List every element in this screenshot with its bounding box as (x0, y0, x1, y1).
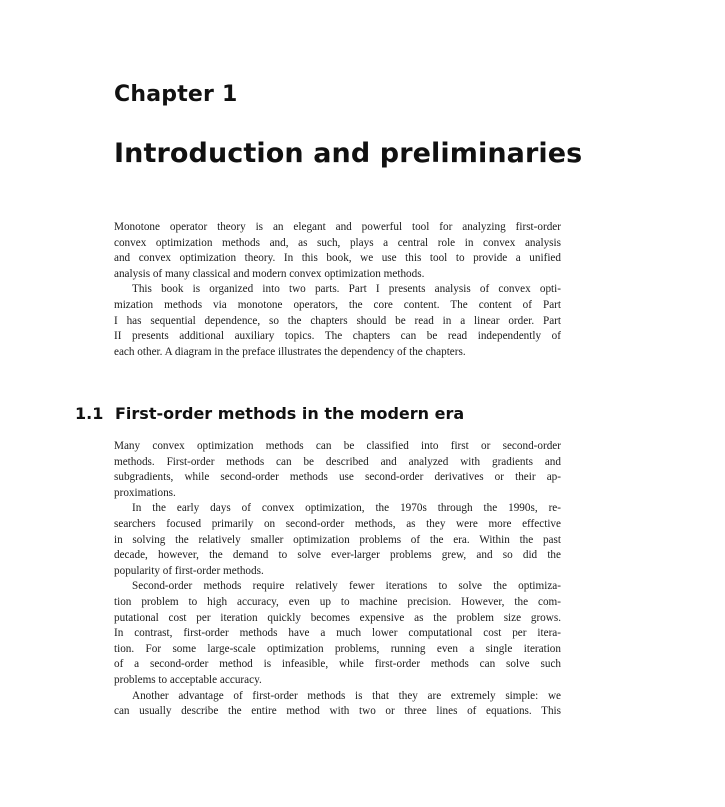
section-paragraphs (114, 439, 561, 720)
text-line: problems to acceptable accuracy. (114, 673, 262, 686)
intro-paragraphs (114, 220, 561, 360)
text-line: tion. For some large-scale optimization problems, running even a single iteration (114, 642, 561, 655)
chapter-label: Chapter 1 (114, 82, 238, 107)
text-line: II presents additional auxiliary topics. The chapters can be read independently of (114, 330, 561, 343)
text-line: Monotone operator theory is an elegant and powerful tool for analyzing first-order (114, 221, 561, 233)
text-line: In the early days of convex optimization, the 1970s through the 1990s, re- (132, 502, 561, 515)
section-number: 1.1 (75, 404, 104, 423)
text-line: decade, however, the demand to solve ever-larger problems grew, and so did the (114, 549, 561, 562)
text-line: popularity of first-order methods. (114, 564, 264, 577)
text-line: of a second-order method is infeasible, while first-order methods can solve such (114, 658, 561, 671)
text-line: mization methods via monotone operators, the core content. The content of Part (114, 298, 561, 311)
text-line: searchers focused primarily on second-order methods, as they were more effective (114, 517, 561, 530)
section-title: First-order methods in the modern era (115, 404, 465, 423)
text-line: proximations. (114, 486, 176, 499)
text-line: subgradients, while second-order methods use second-order derivatives or their ap- (114, 471, 561, 484)
text-line: Another advantage of first-order methods is that they are extremely simple: we (132, 689, 561, 702)
text-line: Second-order methods require relatively fewer iterations to solve the optimiza- (132, 580, 561, 593)
text-line: each other. A diagram in the preface illustrates the dependency of the chapters. (114, 345, 466, 358)
text-line: methods. First-order methods can be described and analyzed with gradients and (114, 455, 561, 468)
text-line: in solving the relatively smaller optimization problems of the era. Within the past (114, 533, 561, 546)
text-line: tion problem to high accuracy, even up to machine precision. However, the com- (114, 595, 561, 608)
text-line: analysis of many classical and modern convex optimization methods. (114, 267, 425, 280)
text-line: Many convex optimization methods can be classified into first or second-order (114, 440, 561, 452)
text-line: I has sequential dependence, so the chapters should be read in a linear order. Part (114, 314, 561, 327)
text-line: and convex optimization theory. In this book, we use this tool to provide a unified (114, 252, 561, 265)
chapter-title: Introduction and preliminaries (114, 138, 583, 169)
text-line: can usually describe the entire method with two or three lines of equations. This (114, 705, 561, 718)
section-heading (75, 404, 464, 423)
text-line: This book is organized into two parts. Part I presents analysis of convex opti- (132, 283, 561, 296)
text-line: In contrast, first-order methods have a much lower computational cost per itera- (114, 627, 561, 640)
text-line: convex optimization methods and, as such, plays a central role in convex analysis (114, 236, 561, 249)
text-line: putational cost per iteration quickly becomes expensive as the problem size grows. (114, 611, 561, 624)
